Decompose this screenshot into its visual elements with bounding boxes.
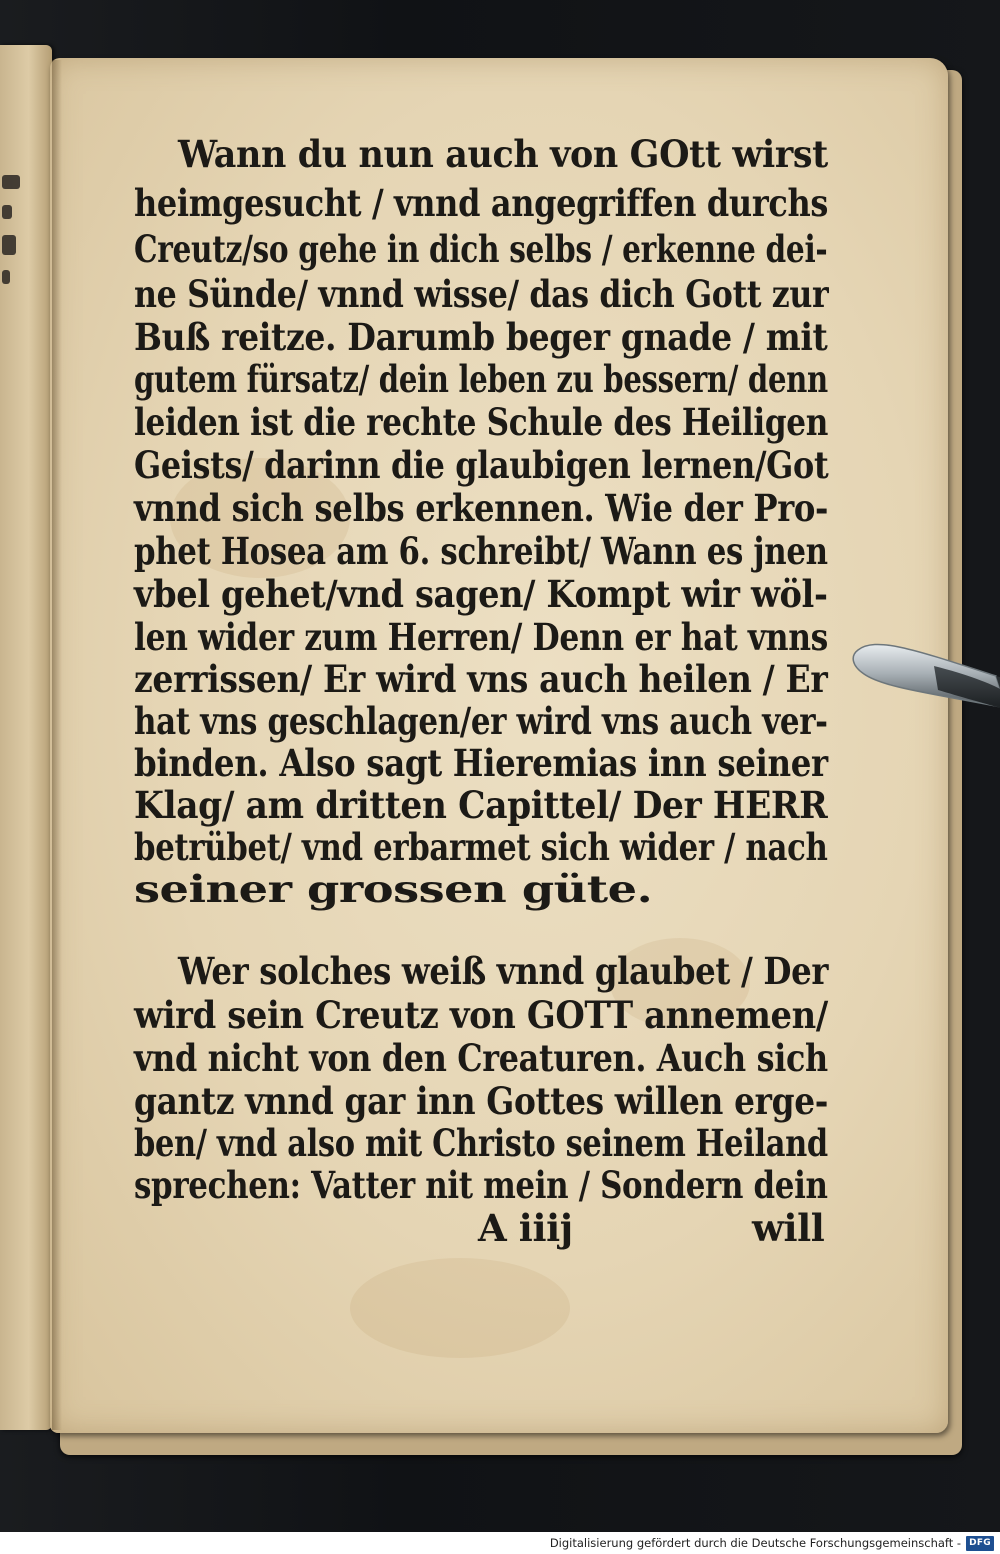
digitization-credit-bar	[0, 1532, 1000, 1554]
text-line: vnd nicht von den Creaturen. Auch sich	[134, 1036, 828, 1080]
text-line: Wer solches weiß vnnd glaubet / Der	[178, 949, 829, 993]
text-line: Buß reitze. Darumb beger gnade / mit	[134, 315, 828, 359]
text-line: hat vns geschlagen/er wird vns auch ver-	[134, 699, 828, 743]
text-line: wird sein Creutz von GOTT annemen/	[134, 993, 828, 1037]
text-line: vbel gehet/vnd sagen/ Kompt wir wöl-	[134, 572, 828, 616]
pointer-tool-icon	[846, 628, 1000, 748]
text-line: binden. Also sagt Hieremias inn seiner	[134, 741, 828, 785]
dfg-logo: DFG	[966, 1536, 994, 1551]
text-line: ne Sünde/ vnnd wisse/ das dich Gott zur	[134, 272, 829, 316]
text-line: phet Hosea am 6. schreibt/ Wann es jnen	[134, 529, 828, 573]
text-line: ben/ vnd also mit Christo seinem Heiland	[134, 1121, 828, 1165]
text-line: heimgesucht / vnnd angegriffen durchs	[134, 181, 828, 225]
text-line: leiden ist die rechte Schule des Heiligen	[134, 400, 829, 444]
text-line: gantz vnnd gar inn Gottes willen erge-	[134, 1079, 828, 1123]
text-line: len wider zum Herren/ Denn er hat vnns	[134, 615, 828, 659]
catchword: will	[752, 1206, 825, 1250]
text-line: zerrissen/ Er wird vns auch heilen / Er	[134, 657, 828, 701]
text-line: Wann du nun auch von GOtt wirst	[178, 132, 828, 176]
text-line: Geists/ darinn die glaubigen lernen/Got	[134, 443, 829, 487]
digitization-credit: Digitalisierung gefördert durch die Deutsche Forschungsgemeinschaft -	[549, 1536, 962, 1550]
text-line: seiner grossen güte.	[134, 867, 653, 911]
text-line: gutem fürsatz/ dein leben zu bessern/ denn	[134, 357, 828, 401]
signature-mark: A iiij	[478, 1206, 573, 1250]
text-line: sprechen: Vatter nit mein / Sondern dein	[134, 1163, 828, 1207]
text-line: vnnd sich selbs erkennen. Wie der Pro-	[134, 486, 829, 530]
text-line: Klag/ am dritten Capittel/ Der HERR	[134, 783, 828, 827]
text-line: Creutz/so gehe in dich selbs / erkenne dei-	[134, 227, 828, 271]
text-line: betrübet/ vnd erbarmet sich wider / nach	[134, 825, 828, 869]
